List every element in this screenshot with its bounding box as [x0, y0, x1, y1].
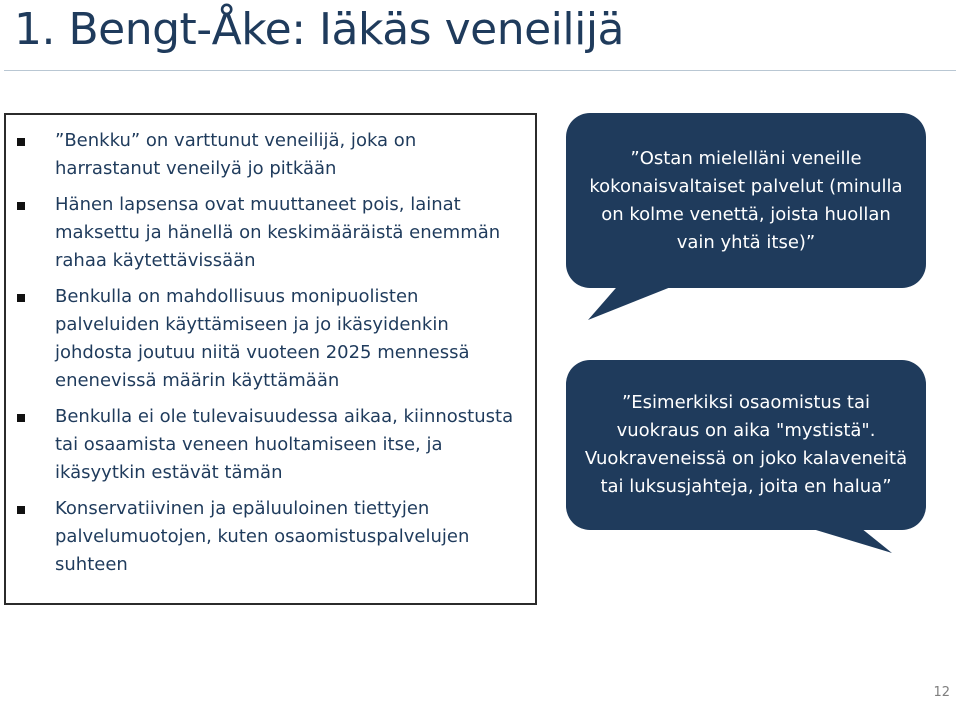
square-bullet-icon [17, 202, 25, 210]
quote-callout-2 [566, 360, 926, 555]
page-number: 12 [933, 685, 950, 700]
bullet-list [6, 127, 535, 587]
square-bullet-icon [17, 138, 25, 146]
title-divider [4, 70, 956, 71]
bullet-text: Benkulla on mahdollisuus monipuolisten palveluiden käyttämiseen ja jo ikäsyidenkin johdosta joutuu niitä vuoteen 2025 mennessä enenevissä määrin käyttämään [55, 286, 470, 391]
bullet-text: Hänen lapsensa ovat muuttaneet pois, lainat maksettu ja hänellä on keskimääräistä enemmän rahaa käytettävissään [55, 194, 501, 271]
bullet-text: Benkulla ei ole tulevaisuudessa aikaa, kiinnostusta tai osaamista veneen huoltamiseen itse, ja ikäsyytkin estävät tämän [55, 406, 514, 483]
bullet-item [6, 403, 535, 487]
quote-callout-1 [566, 113, 926, 323]
bullet-text: Konservatiivinen ja epäluuloinen tiettyjen palvelumuotojen, kuten osaomistuspalvelujen suhteen [55, 498, 470, 575]
bullet-item [6, 191, 535, 275]
slide-title: 1. Bengt-Åke: Iäkäs veneilijä [14, 4, 625, 55]
bullet-item [6, 127, 535, 183]
square-bullet-icon [17, 414, 25, 422]
bullet-item [6, 283, 535, 395]
square-bullet-icon [17, 294, 25, 302]
bullet-text: ”Benkku” on varttunut veneilijä, joka on harrastanut veneilyä jo pitkään [55, 130, 417, 179]
quote-bubble [566, 360, 926, 530]
quote-text: ”Ostan mielelläni veneille kokonaisvaltaiset palvelut (minulla on kolme venettä, joista huollan vain yhtä itse)” [589, 147, 903, 253]
bullet-text-box [4, 113, 537, 605]
square-bullet-icon [17, 506, 25, 514]
quote-text: ”Esimerkiksi osaomistus tai vuokraus on aika "mystistä". Vuokraveneissä on joko kalaveneitä tai luksusjahteja, joita en halua” [584, 392, 908, 497]
quote-bubble [566, 113, 926, 288]
bullet-item [6, 495, 535, 579]
